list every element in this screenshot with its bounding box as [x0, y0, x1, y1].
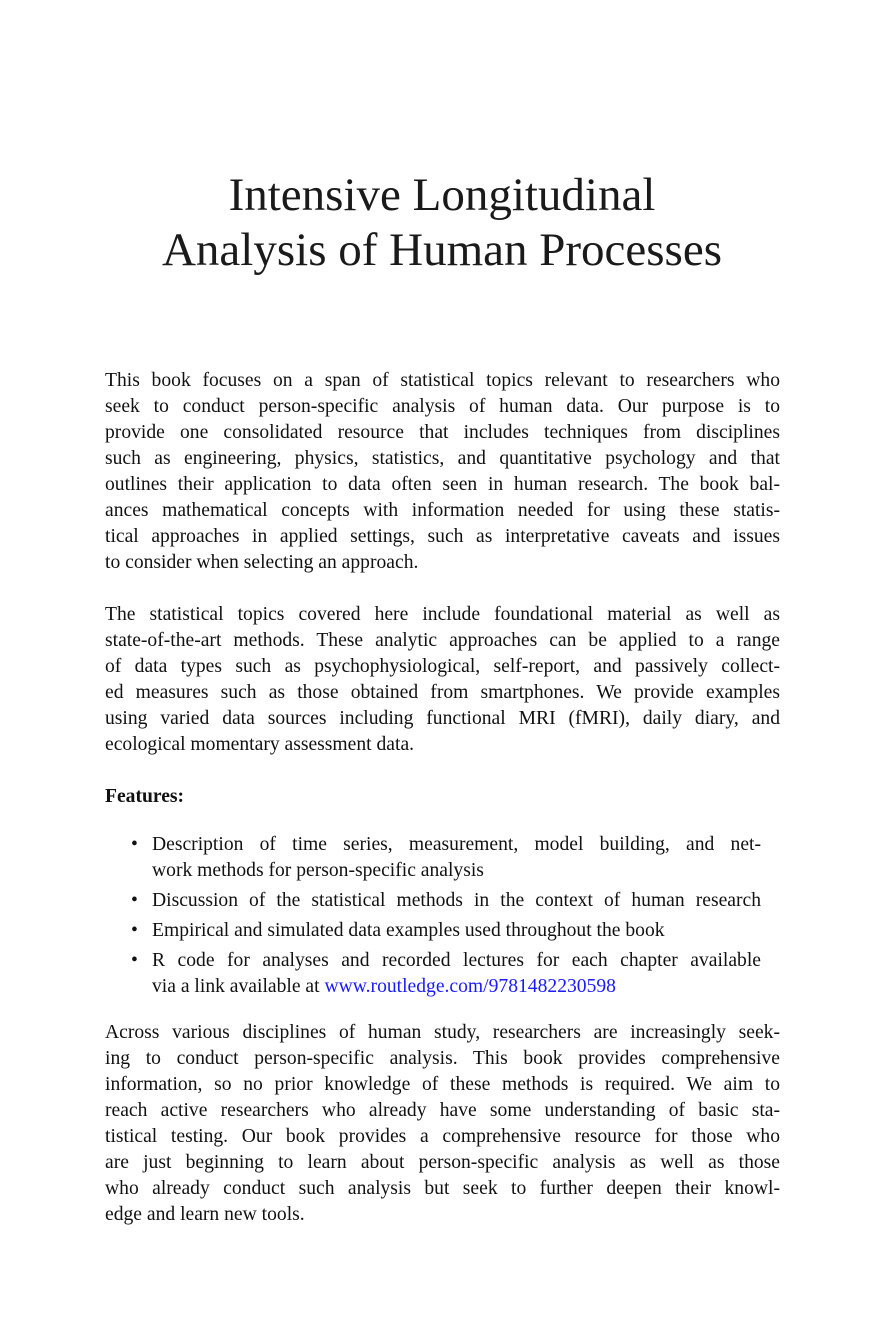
- features-list-item: [131, 832, 761, 884]
- paragraph-line: Across various disciplines of human study, researchers are increasingly seek-: [105, 1022, 780, 1043]
- feature-line: work methods for person-specific analysis: [152, 860, 484, 881]
- paragraph-line: ing to conduct person-specific analysis. This book provides comprehensive: [105, 1048, 780, 1069]
- features-list-item: [131, 918, 761, 944]
- features-list-item: [131, 888, 761, 914]
- paragraph-line: state-of-the-art methods. These analytic approaches can be applied to a range: [105, 630, 780, 651]
- feature-line-text: via a link available at: [152, 976, 325, 997]
- bullet-icon: •: [131, 950, 138, 971]
- bullet-icon: •: [131, 834, 138, 855]
- features-heading: Features:: [105, 786, 185, 807]
- feature-line: Empirical and simulated data examples used throughout the book: [152, 920, 665, 941]
- paragraph-line: edge and learn new tools.: [105, 1204, 305, 1225]
- features-list-item: [131, 948, 761, 1000]
- paragraph-line: who already conduct such analysis but seek to further deepen their knowl-: [105, 1178, 780, 1199]
- paragraph-line: reach active researchers who already have some understanding of basic sta-: [105, 1100, 780, 1121]
- feature-line-with-link: [152, 974, 761, 1000]
- paragraph-line: information, so no prior knowledge of these methods is required. We aim to: [105, 1074, 780, 1095]
- paragraph-line: are just beginning to learn about person-specific analysis as well as those: [105, 1152, 780, 1173]
- description-paragraph-1: [105, 368, 780, 576]
- paragraph-line: This book focuses on a span of statistical topics relevant to researchers who: [105, 370, 780, 391]
- book-title: [0, 168, 884, 278]
- feature-line: R code for analyses and recorded lectures for each chapter available: [152, 950, 761, 971]
- description-paragraph-2: [105, 602, 780, 758]
- paragraph-line: tical approaches in applied settings, such as interpretative caveats and issues: [105, 526, 780, 547]
- bullet-icon: •: [131, 920, 138, 941]
- paragraph-line: outlines their application to data often seen in human research. The book bal-: [105, 474, 780, 495]
- paragraph-line: ed measures such as those obtained from smartphones. We provide examples: [105, 682, 780, 703]
- feature-line: Description of time series, measurement, model building, and net-: [152, 834, 761, 855]
- book-title-line-1: Intensive Longitudinal: [228, 169, 656, 221]
- paragraph-line: seek to conduct person-specific analysis of human data. Our purpose is to: [105, 396, 780, 417]
- bullet-icon: •: [131, 890, 138, 911]
- paragraph-line: of data types such as psychophysiological, self-report, and passively collect-: [105, 656, 780, 677]
- features-list: [131, 832, 761, 1004]
- book-title-line-2: Analysis of Human Processes: [161, 224, 722, 276]
- paragraph-line: to consider when selecting an approach.: [105, 552, 419, 573]
- routledge-link[interactable]: www.routledge.com/9781482230598: [324, 976, 616, 997]
- feature-line: Discussion of the statistical methods in the context of human research: [152, 890, 761, 911]
- paragraph-line: ecological momentary assessment data.: [105, 734, 415, 755]
- paragraph-line: such as engineering, physics, statistics, and quantitative psychology and that: [105, 448, 780, 469]
- paragraph-line: The statistical topics covered here include foundational material as well as: [105, 604, 780, 625]
- paragraph-line: provide one consolidated resource that includes techniques from disciplines: [105, 422, 780, 443]
- paragraph-line: using varied data sources including functional MRI (fMRI), daily diary, and: [105, 708, 780, 729]
- description-paragraph-3: [105, 1020, 780, 1228]
- paragraph-line: ances mathematical concepts with information needed for using these statis-: [105, 500, 780, 521]
- paragraph-line: tistical testing. Our book provides a comprehensive resource for those who: [105, 1126, 780, 1147]
